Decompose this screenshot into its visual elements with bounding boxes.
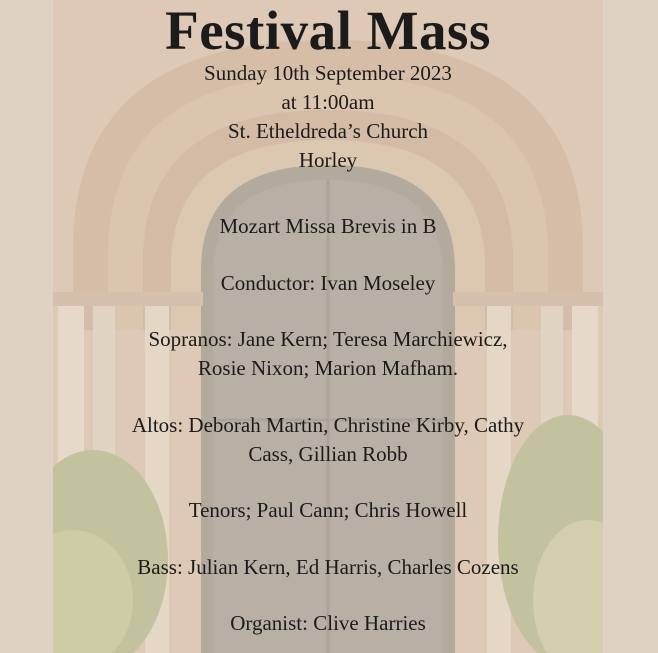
work-title: Mozart Missa Brevis in B [219,214,437,238]
event-venue: St. Etheldreda’s Church [227,119,429,143]
organist-line: Organist: Clive Harries [230,611,426,635]
sopranos-line-2: Rosie Nixon; Marion Mafham. [197,356,459,380]
altos-line-1: Altos: Deborah Martin, Christine Kirby, Cathy [131,413,525,437]
bass-line: Bass: Julian Kern, Ed Harris, Charles Cozens [137,555,519,579]
event-date: Sunday 10th September 2023 [204,61,452,85]
poster [53,0,603,653]
event-town: Horley [298,148,358,172]
tenors-line: Tenors; Paul Cann; Chris Howell [188,498,468,522]
conductor-line: Conductor: Ivan Moseley [220,271,436,295]
event-time: at 11:00am [281,90,375,114]
poster-text [53,0,603,653]
sopranos-line-1: Sopranos: Jane Kern; Teresa Marchiewicz, [148,327,508,351]
altos-line-2: Cass, Gillian Robb [248,442,408,466]
page-title: Festival Mass [165,0,491,61]
